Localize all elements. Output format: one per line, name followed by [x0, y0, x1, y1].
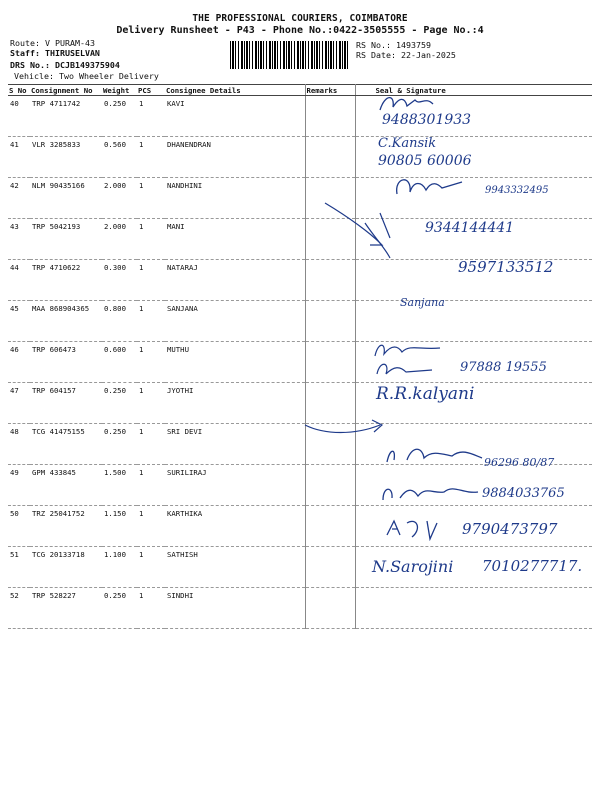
consignee-cell: SRI DEVI: [165, 424, 305, 465]
consignment-no-cell: MAA 868904365: [30, 301, 102, 342]
sno-cell: 40: [8, 96, 30, 137]
sno-cell: 51: [8, 547, 30, 588]
handwritten-phone: 9344144441: [425, 220, 515, 236]
pcs-cell: 1: [137, 219, 165, 260]
table-row: [8, 96, 592, 137]
signature-cell: [355, 588, 592, 629]
pcs-cell: 1: [137, 342, 165, 383]
consignment-no-cell: GPM 433845: [30, 465, 102, 506]
pcs-cell: 1: [137, 506, 165, 547]
pcs-cell: 1: [137, 260, 165, 301]
signature-scribble: [372, 358, 452, 380]
drs-line: [10, 60, 120, 70]
route-label: Route:: [10, 38, 40, 48]
staff-line: [10, 48, 100, 58]
consignment-no-cell: TCG 41475155: [30, 424, 102, 465]
handwritten-phone: 97888 19555: [460, 360, 547, 375]
col-consignment: Consignment No: [30, 85, 102, 96]
pcs-cell: 1: [137, 137, 165, 178]
table-row: [8, 137, 592, 178]
handwritten-name: Sanjana: [400, 296, 445, 309]
weight-cell: 0.250: [102, 383, 137, 424]
consignee-cell: SANJANA: [165, 301, 305, 342]
remarks-cell: [305, 342, 355, 383]
signature-scribble: [375, 92, 455, 114]
consignee-cell: NATARAJ: [165, 260, 305, 301]
handwritten-phone: 96296 80/87: [484, 456, 555, 469]
runsheet-subtitle: Delivery Runsheet - P43 - Phone No.:0422-3505555 - Page No.:4: [116, 25, 484, 36]
drs-label: DRS No.:: [10, 60, 50, 70]
col-pcs: PCS: [137, 85, 165, 96]
consignment-no-cell: TRP 528227: [30, 588, 102, 629]
pcs-cell: 1: [137, 383, 165, 424]
remarks-cell: [305, 465, 355, 506]
col-remarks: Remarks: [305, 85, 355, 96]
consignee-cell: SATHISH: [165, 547, 305, 588]
consignee-cell: NANDHINI: [165, 178, 305, 219]
rs-date-line: [356, 50, 456, 60]
signature-scribble: [382, 442, 492, 468]
consignment-no-cell: VLR 3285833: [30, 137, 102, 178]
remarks-cell: [305, 547, 355, 588]
consignment-no-cell: TRP 606473: [30, 342, 102, 383]
consignment-no-cell: TCG 20133718: [30, 547, 102, 588]
signature-cell: [355, 301, 592, 342]
weight-cell: 0.250: [102, 424, 137, 465]
rs-date-label: RS Date:: [356, 50, 396, 60]
handwritten-phone: 9790473797: [462, 520, 558, 538]
col-sno: S No: [8, 85, 30, 96]
weight-cell: 0.560: [102, 137, 137, 178]
pcs-cell: 1: [137, 424, 165, 465]
weight-cell: 0.250: [102, 588, 137, 629]
consignee-cell: MUTHU: [165, 342, 305, 383]
consignment-no-cell: TRP 4710622: [30, 260, 102, 301]
remarks-cell: [305, 588, 355, 629]
handwritten-name: C.Kansik: [378, 136, 437, 151]
weight-cell: 0.600: [102, 342, 137, 383]
handwritten-phone: 90805 60006: [378, 153, 472, 169]
pcs-cell: 1: [137, 588, 165, 629]
sno-cell: 47: [8, 383, 30, 424]
sno-cell: 41: [8, 137, 30, 178]
table-row: [8, 301, 592, 342]
runsheet-table: [8, 84, 592, 629]
pcs-cell: 1: [137, 547, 165, 588]
table-row: [8, 588, 592, 629]
weight-cell: 2.000: [102, 219, 137, 260]
consignee-cell: SURILIRAJ: [165, 465, 305, 506]
pcs-cell: 1: [137, 178, 165, 219]
pcs-cell: 1: [137, 465, 165, 506]
rs-date-value: 22-Jan-2025: [400, 50, 456, 60]
consignee-cell: KARTHIKA: [165, 506, 305, 547]
sno-cell: 46: [8, 342, 30, 383]
consignee-cell: JYOTHI: [165, 383, 305, 424]
arrow-scribble: [320, 198, 440, 268]
consignee-cell: SINDHI: [165, 588, 305, 629]
drs-value: DCJB149375904: [54, 60, 120, 70]
signature-scribble: [382, 515, 462, 541]
pcs-cell: 1: [137, 301, 165, 342]
staff-value: THIRUSELVAN: [44, 48, 100, 58]
route-line: [10, 38, 95, 48]
vehicle-value: Two Wheeler Delivery: [58, 71, 159, 81]
weight-cell: 0.300: [102, 260, 137, 301]
col-consignee: Consignee Details: [165, 85, 305, 96]
route-value: V PURAM-43: [44, 38, 95, 48]
consignment-no-cell: TRP 5042193: [30, 219, 102, 260]
consignment-no-cell: NLM 90435166: [30, 178, 102, 219]
vehicle-label: Vehicle:: [14, 71, 54, 81]
sno-cell: 49: [8, 465, 30, 506]
handwritten-phone: 9597133512: [458, 258, 554, 276]
remarks-cell: [305, 96, 355, 137]
table-header-row: [8, 85, 592, 96]
handwritten-phone: 9884033765: [482, 486, 565, 501]
sno-cell: 45: [8, 301, 30, 342]
handwritten-phone: 7010277717.: [482, 557, 583, 575]
consignee-cell: MANI: [165, 219, 305, 260]
sno-cell: 52: [8, 588, 30, 629]
rs-no-label: RS No.:: [356, 40, 391, 50]
sno-cell: 44: [8, 260, 30, 301]
signature-scribble: [370, 338, 450, 360]
consignment-no-cell: TRZ 25041752: [30, 506, 102, 547]
sno-cell: 50: [8, 506, 30, 547]
signature-scribble: [378, 480, 488, 506]
consignee-cell: DHANENDRAN: [165, 137, 305, 178]
remarks-cell: [305, 137, 355, 178]
sno-cell: 48: [8, 424, 30, 465]
handwritten-name: R.R.kalyani: [376, 384, 475, 404]
rs-no-value: 1493759: [395, 40, 431, 50]
consignment-no-cell: TRP 4711742: [30, 96, 102, 137]
handwritten-phone: 9488301933: [382, 112, 472, 128]
rs-no-line: [356, 40, 431, 50]
remarks-cell: [305, 301, 355, 342]
weight-cell: 2.000: [102, 178, 137, 219]
weight-cell: 1.150: [102, 506, 137, 547]
weight-cell: 0.250: [102, 96, 137, 137]
company-title: THE PROFESSIONAL COURIERS, COIMBATORE: [192, 13, 408, 24]
staff-label: Staff:: [10, 48, 40, 58]
handwritten-name: N.Sarojini: [372, 557, 454, 576]
weight-cell: 1.100: [102, 547, 137, 588]
weight-cell: 1.500: [102, 465, 137, 506]
sno-cell: 42: [8, 178, 30, 219]
vehicle-line: [14, 71, 159, 81]
weight-cell: 0.800: [102, 301, 137, 342]
pcs-cell: 1: [137, 96, 165, 137]
sno-cell: 43: [8, 219, 30, 260]
consignee-cell: KAVI: [165, 96, 305, 137]
table-row: [8, 178, 592, 219]
col-signature: Seal & Signature: [355, 85, 592, 96]
remarks-cell: [305, 506, 355, 547]
handwritten-phone: 9943332495: [485, 185, 549, 196]
consignment-no-cell: TRP 604157: [30, 383, 102, 424]
barcode: [230, 41, 348, 69]
arrow-scribble: [300, 410, 390, 440]
col-weight: Weight: [102, 85, 137, 96]
